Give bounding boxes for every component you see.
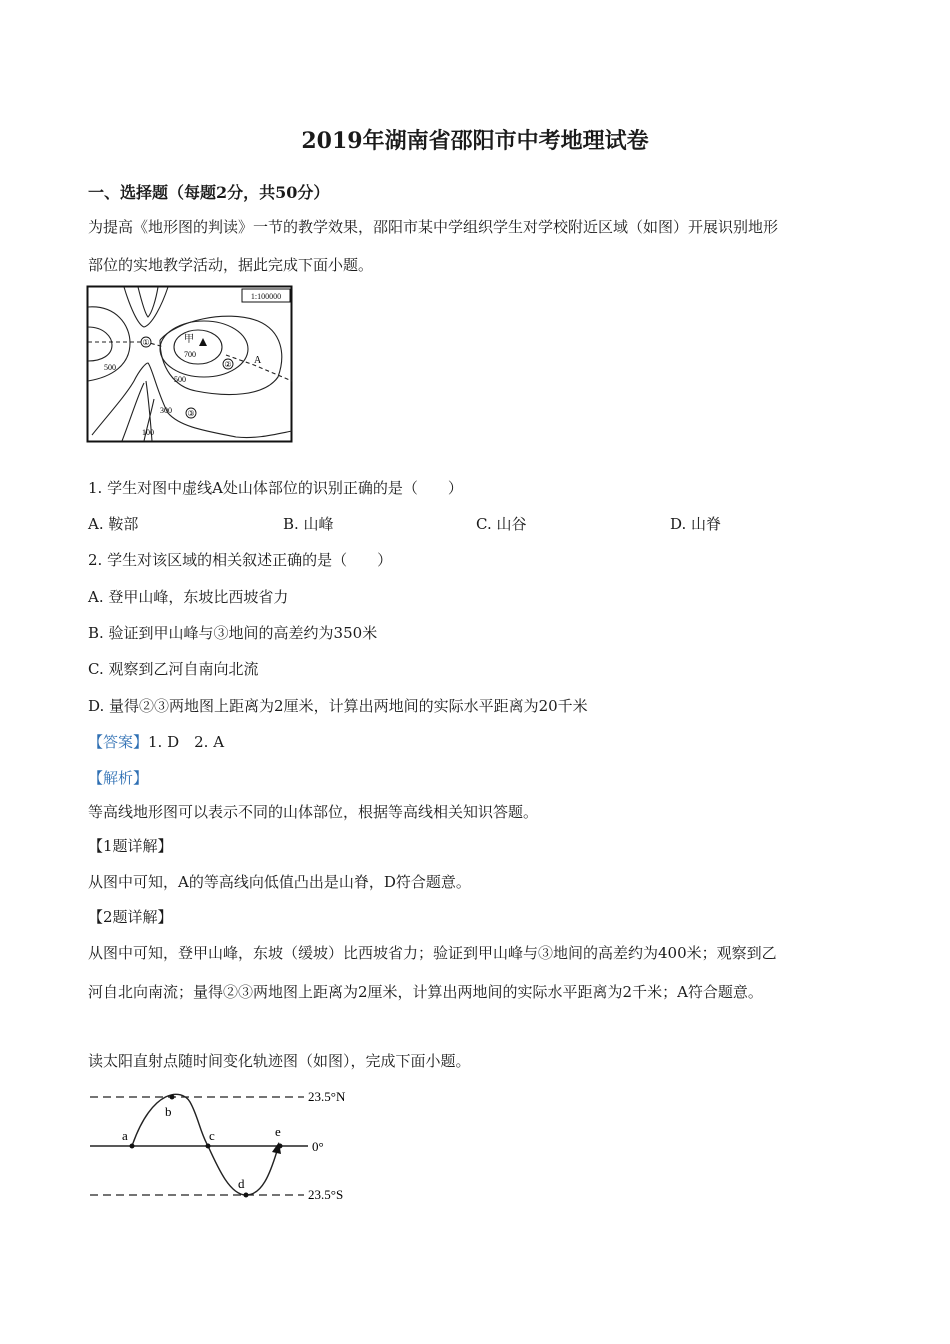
map-label-A: A: [254, 355, 262, 366]
intro-line-1: 为提高《地形图的判读》一节的教学效果，邵阳市某中学组织学生对学校附近区域（如图）开展识别地形: [88, 218, 779, 236]
detail-1-title: 【1题详解】: [88, 837, 173, 855]
section-heading: 一、选择题（每题2分，共50分）: [88, 183, 330, 202]
q1-option-b: B. 山峰: [283, 515, 334, 533]
q2-option-d: D. 量得②③两地图上距离为2厘米，计算出两地间的实际水平距离为20千米: [88, 697, 588, 715]
analysis-intro: 等高线地形图可以表示不同的山体部位，根据等高线相关知识答题。: [88, 803, 539, 821]
sun-point-d: d: [238, 1176, 245, 1191]
map-label-p2: ②: [224, 360, 232, 369]
map-label-500-left: 500: [104, 363, 116, 372]
q2-option-c: C. 观察到乙河自南向北流: [88, 660, 259, 678]
map-label-jia: 甲: [184, 334, 194, 345]
detail-2-line-2: 河自北向南流；量得②③两地图上距离为2厘米，计算出两地间的实际水平距离为2千米；A符合题意。: [88, 983, 763, 1001]
sun-point-b: b: [165, 1104, 172, 1119]
page-title: 2019年湖南省邵阳市中考地理试卷: [301, 128, 649, 154]
intro-line-2: 部位的实地教学活动，据此完成下面小题。: [88, 256, 374, 274]
second-intro: 读太阳直射点随时间变化轨迹图（如图），完成下面小题。: [88, 1052, 471, 1070]
map-label-500-center: 500: [174, 375, 186, 384]
sun-point-e: e: [275, 1124, 281, 1139]
map-label-p3: ③: [187, 409, 195, 418]
map-label-100: 100: [142, 428, 154, 437]
answer-line: [88, 731, 224, 752]
lat-label-equator: 0°: [312, 1139, 324, 1154]
sun-track-diagram: [86, 1074, 372, 1204]
map-label-300: 300: [160, 406, 172, 415]
map-label-p1: ①: [142, 338, 150, 347]
detail-1-text: 从图中可知，A的等高线向低值凸出是山脊，D符合题意。: [88, 873, 471, 891]
sun-point-c: c: [209, 1128, 215, 1143]
detail-2-line-1: 从图中可知，登甲山峰，东坡（缓坡）比西坡省力；验证到甲山峰与③地间的高差约为400米；观察到乙: [88, 944, 777, 962]
contour-map: [86, 285, 294, 445]
answer-label: 【答案】: [88, 733, 149, 751]
q1-option-c: C. 山谷: [476, 515, 527, 533]
q1-option-d: D. 山脊: [670, 515, 722, 533]
analysis-label: 【解析】: [88, 769, 149, 787]
q1-option-a: A. 鞍部: [88, 515, 139, 533]
q2-option-b: B. 验证到甲山峰与③地间的高差约为350米: [88, 624, 378, 642]
map-scale: 1:100000: [250, 292, 282, 301]
q2-option-a: A. 登甲山峰，东坡比西坡省力: [88, 588, 289, 606]
map-label-700: 700: [184, 350, 196, 359]
q1-stem: 1. 学生对图中虚线A处山体部位的识别正确的是（ ）: [88, 479, 463, 497]
lat-label-south: 23.5°S: [308, 1187, 344, 1202]
sun-point-a: a: [122, 1128, 128, 1143]
answer-text: 1. D 2. A: [148, 733, 225, 751]
lat-label-north: 23.5°N: [308, 1089, 346, 1104]
q2-stem: 2. 学生对该区域的相关叙述正确的是（ ）: [88, 551, 393, 569]
detail-2-title: 【2题详解】: [88, 908, 173, 926]
